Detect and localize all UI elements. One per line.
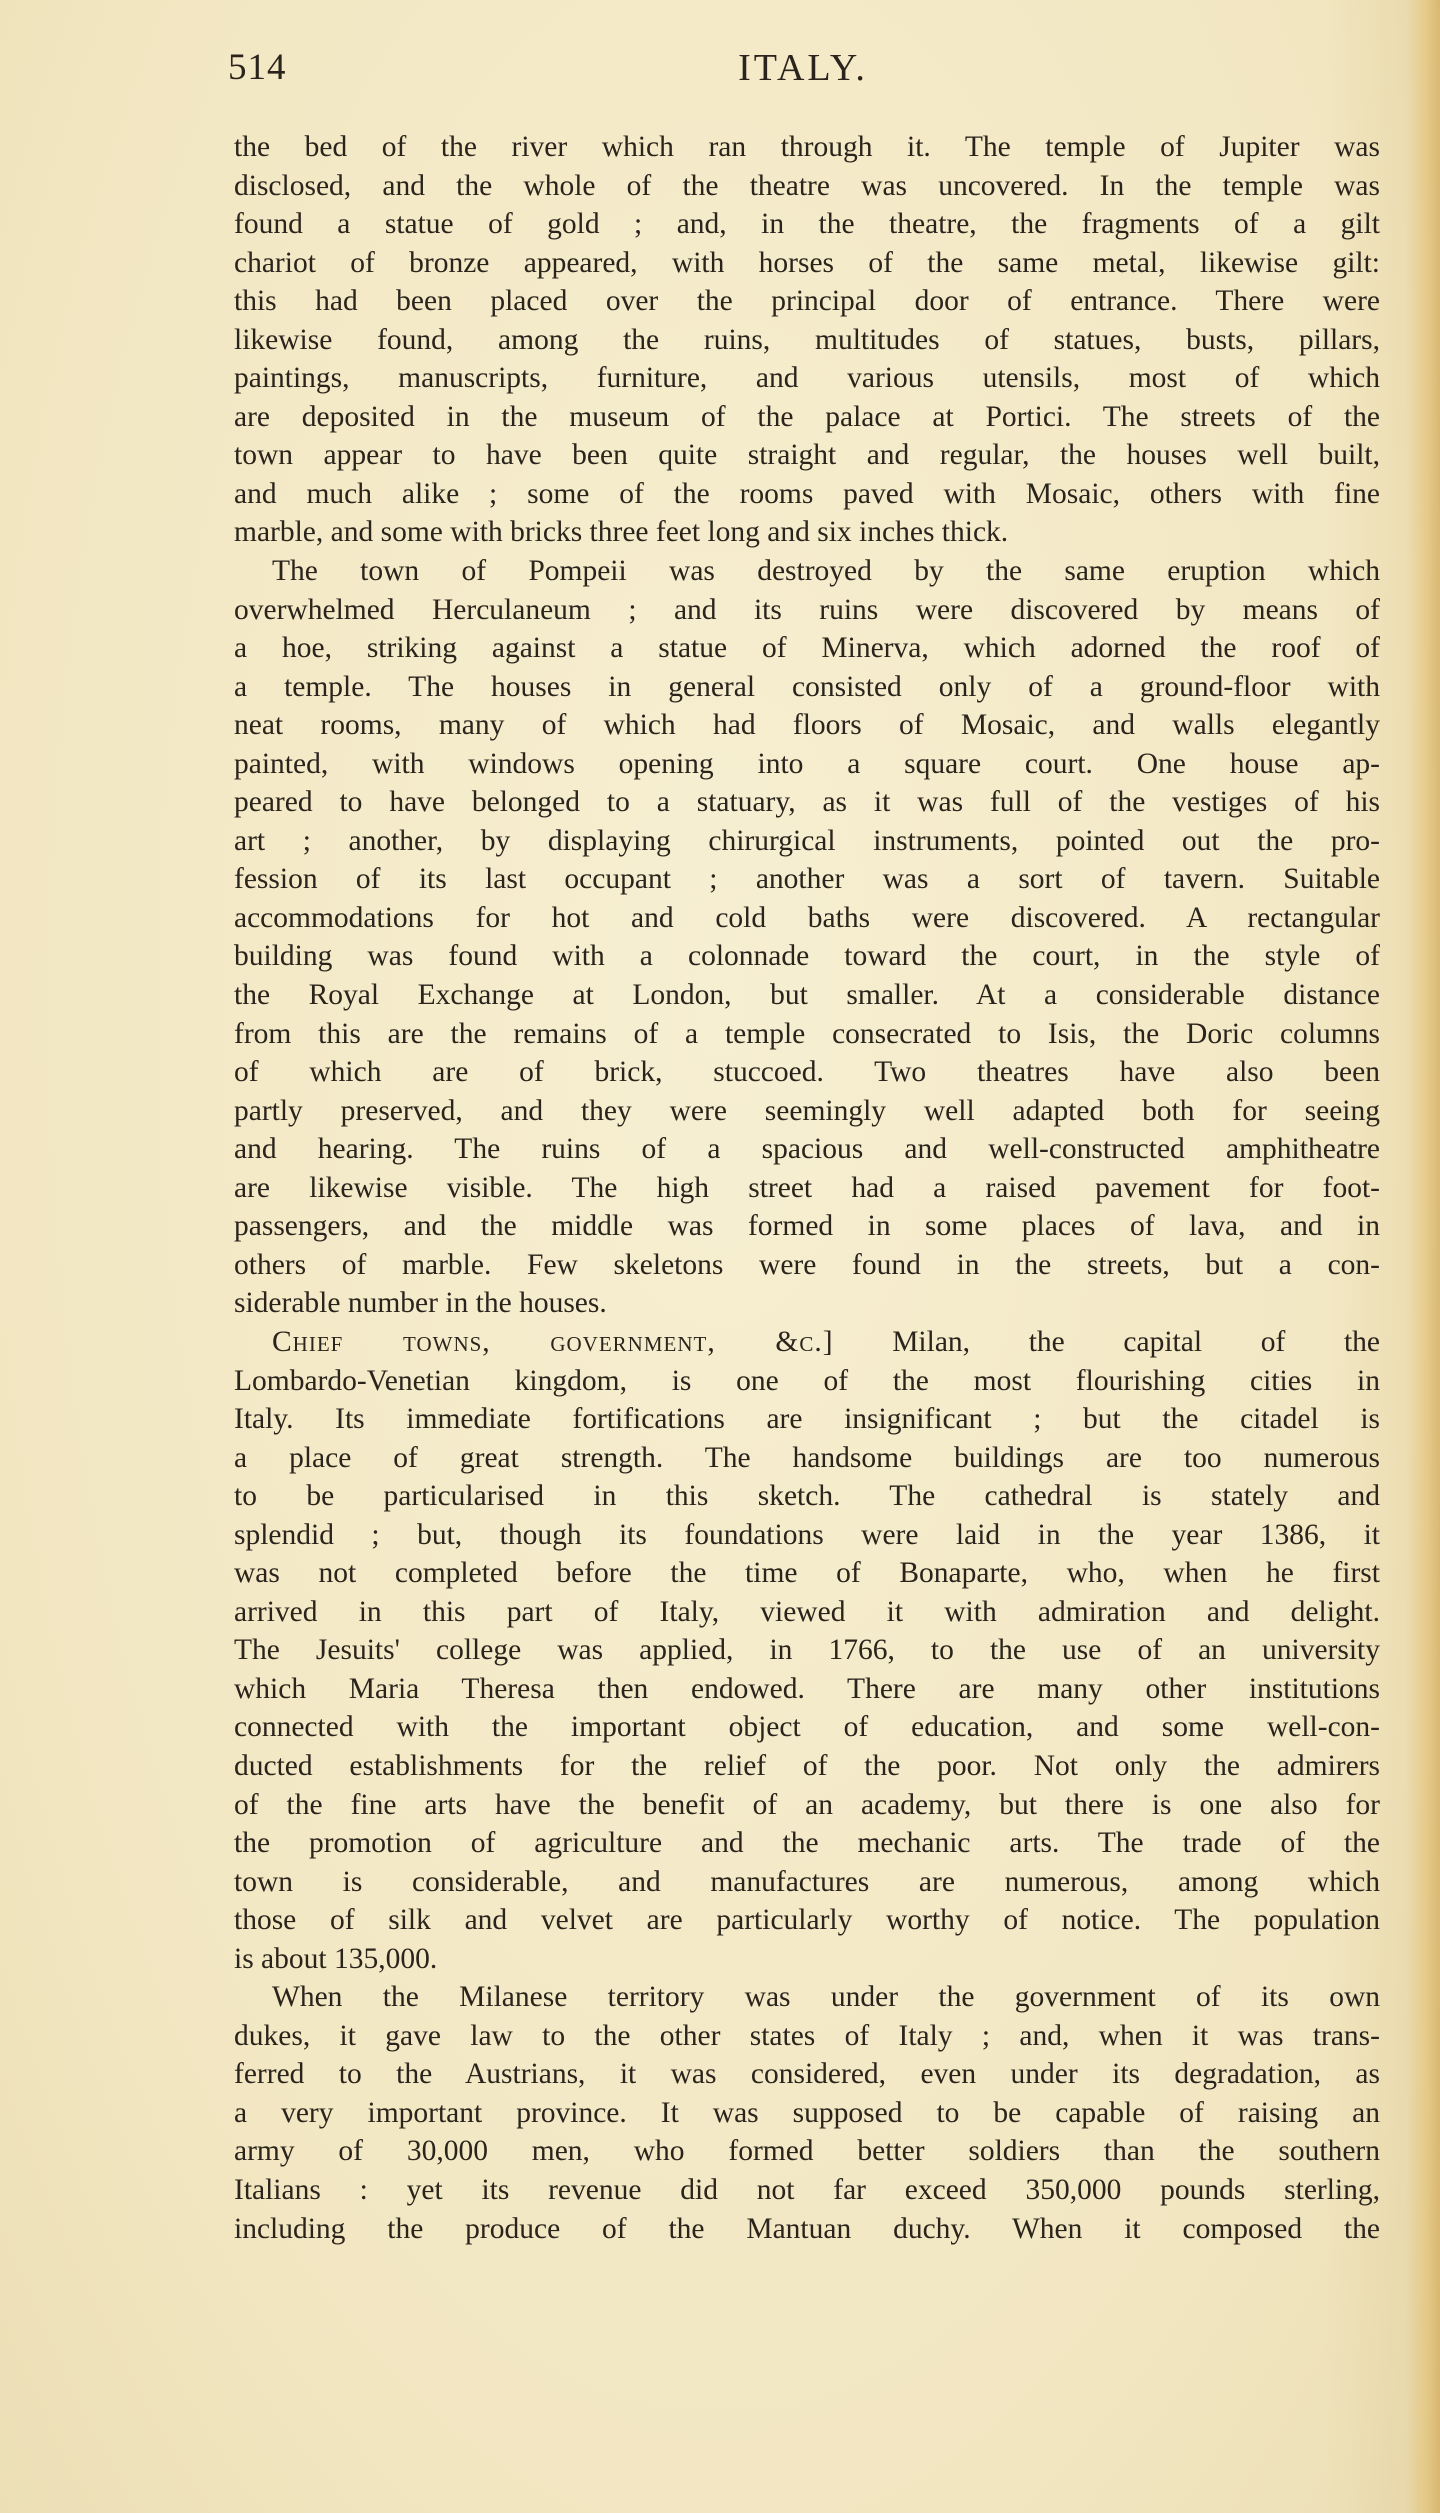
text-line xyxy=(234,706,1380,745)
line-text: The town of Pompeii was destroyed by the same eruption which xyxy=(272,555,1380,588)
text-line xyxy=(234,398,1380,437)
line-text: those of silk and velvet are particularly worthy of notice. The population xyxy=(234,1904,1380,1937)
running-head: ITALY. xyxy=(738,47,868,89)
text-line xyxy=(234,513,1380,552)
line-text: army of 30,000 men, who formed better soldiers than the southern xyxy=(234,2135,1380,2168)
line-text: others of marble. Few skeletons were found in the streets, but a con- xyxy=(234,1248,1380,1281)
line-text: the bed of the river which ran through it. The temple of Jupiter was xyxy=(234,131,1380,163)
line-text: siderable number in the houses. xyxy=(234,1287,607,1320)
text-line xyxy=(234,359,1380,398)
text-line xyxy=(234,976,1380,1015)
line-text: paintings, manuscripts, furniture, and various utensils, most of which xyxy=(234,362,1380,395)
text-line xyxy=(234,1053,1380,1092)
text-line xyxy=(234,1516,1380,1555)
text-line xyxy=(234,1169,1380,1208)
text-line xyxy=(234,1246,1380,1285)
line-text: peared to have belonged to a statuary, as it was full of the vestiges of his xyxy=(234,786,1380,819)
text-line xyxy=(234,321,1380,360)
line-text: Milan, the capital of the xyxy=(833,1325,1380,1358)
line-text: accommodations for hot and cold baths were discovered. A rectangular xyxy=(234,901,1380,934)
line-text: Italians : yet its revenue did not far exceed 350,000 pounds sterling, xyxy=(234,2173,1380,2206)
section-heading: Chief towns, government, &c.] xyxy=(272,1325,834,1358)
text-line xyxy=(234,1901,1380,1940)
text-line xyxy=(234,1130,1380,1169)
line-text: partly preserved, and they were seemingly well adapted both for seeing xyxy=(234,1094,1380,1127)
text-line xyxy=(234,2132,1380,2171)
line-text: to be particularised in this sketch. The cathedral is stately and xyxy=(234,1480,1380,1513)
line-text: a place of great strength. The handsome buildings are too numerous xyxy=(234,1441,1380,1474)
line-text: is about 135,000. xyxy=(234,1942,438,1975)
line-text: connected with the important object of education, and some well-con- xyxy=(234,1711,1380,1744)
text-line xyxy=(234,783,1380,822)
page-number: 514 xyxy=(228,47,287,88)
line-text: Italy. Its immediate fortifications are insignificant ; but the citadel is xyxy=(234,1403,1380,1436)
line-text: overwhelmed Herculaneum ; and its ruins were discovered by means of xyxy=(234,593,1380,626)
line-text: a very important province. It was supposed to be capable of raising an xyxy=(234,2096,1380,2129)
line-text: chariot of bronze appeared, with horses of the same metal, likewise gilt: xyxy=(234,246,1380,279)
page-header xyxy=(228,38,1378,98)
line-text: town is considerable, and manufactures are numerous, among which xyxy=(234,1865,1380,1898)
text-line xyxy=(234,822,1380,861)
text-line xyxy=(234,282,1380,321)
text-line xyxy=(234,1362,1380,1401)
line-text: a temple. The houses in general consisted only of a ground-floor with xyxy=(234,670,1380,703)
text-line xyxy=(234,167,1380,206)
line-text: and hearing. The ruins of a spacious and well-constructed amphitheatre xyxy=(234,1133,1380,1166)
line-text: town appear to have been quite straight and regular, the houses well built, xyxy=(234,439,1380,472)
line-text: arrived in this part of Italy, viewed it with admiration and delight. xyxy=(234,1595,1380,1628)
text-line xyxy=(234,1978,1380,2017)
text-line xyxy=(234,1092,1380,1131)
text-line xyxy=(234,1400,1380,1439)
text-line xyxy=(234,860,1380,899)
text-line xyxy=(234,2210,1380,2249)
text-line xyxy=(234,899,1380,938)
text-line xyxy=(234,937,1380,976)
body-text xyxy=(234,128,1380,2248)
line-text: fession of its last occupant ; another was a sort of tavern. Suitable xyxy=(234,863,1380,896)
line-text: When the Milanese territory was under the government of its own xyxy=(272,1981,1380,2014)
text-line xyxy=(234,205,1380,244)
text-line xyxy=(234,2017,1380,2056)
page-edge-shading xyxy=(1406,0,1440,2513)
text-line xyxy=(234,2094,1380,2133)
text-line xyxy=(234,1940,1380,1979)
line-text: found a statue of gold ; and, in the theatre, the fragments of a gilt xyxy=(234,208,1380,241)
text-line xyxy=(234,244,1380,283)
line-text: Lombardo-Venetian kingdom, is one of the most flourishing cities in xyxy=(234,1364,1380,1397)
text-line xyxy=(234,1670,1380,1709)
line-text: which Maria Theresa then endowed. There are many other institutions xyxy=(234,1672,1380,1705)
line-text: building was found with a colonnade toward the court, in the style of xyxy=(234,940,1380,973)
line-text: neat rooms, many of which had floors of Mosaic, and walls elegantly xyxy=(234,709,1380,742)
text-line xyxy=(234,128,1380,167)
text-line xyxy=(234,745,1380,784)
line-text: art ; another, by displaying chirurgical instruments, pointed out the pro- xyxy=(234,824,1380,857)
line-text: disclosed, and the whole of the theatre was uncovered. In the temple was xyxy=(234,169,1380,202)
line-text: the promotion of agriculture and the mechanic arts. The trade of the xyxy=(234,1827,1380,1860)
text-line xyxy=(234,629,1380,668)
text-line xyxy=(234,2171,1380,2210)
text-line xyxy=(234,1554,1380,1593)
line-text: passengers, and the middle was formed in some places of lava, and in xyxy=(234,1210,1380,1243)
text-line xyxy=(234,552,1380,591)
text-line xyxy=(234,591,1380,630)
line-text: this had been placed over the principal door of entrance. There were xyxy=(234,285,1380,318)
text-line xyxy=(234,1824,1380,1863)
line-text: was not completed before the time of Bonaparte, who, when he first xyxy=(234,1557,1380,1590)
text-line xyxy=(234,1786,1380,1825)
line-text: painted, with windows opening into a square court. One house ap- xyxy=(234,747,1380,780)
text-line xyxy=(234,475,1380,514)
text-line xyxy=(234,436,1380,475)
line-text: splendid ; but, though its foundations were laid in the year 1386, it xyxy=(234,1518,1380,1551)
line-text: including the produce of the Mantuan duchy. When it composed the xyxy=(234,2212,1380,2245)
line-text: ferred to the Austrians, it was considered, even under its degradation, as xyxy=(234,2058,1380,2091)
line-text: the Royal Exchange at London, but smaller. At a considerable distance xyxy=(234,979,1380,1012)
line-text: likewise found, among the ruins, multitudes of statues, busts, pillars, xyxy=(234,323,1380,356)
text-line xyxy=(234,668,1380,707)
text-line xyxy=(234,1708,1380,1747)
text-line xyxy=(234,1477,1380,1516)
line-text: dukes, it gave law to the other states of Italy ; and, when it was trans- xyxy=(234,2019,1380,2052)
line-text: of which are of brick, stuccoed. Two theatres have also been xyxy=(234,1056,1380,1089)
text-line xyxy=(234,1015,1380,1054)
line-text: of the fine arts have the benefit of an academy, but there is one also for xyxy=(234,1788,1380,1821)
line-text: marble, and some with bricks three feet long and six inches thick. xyxy=(234,516,1009,549)
text-line xyxy=(234,1207,1380,1246)
text-line xyxy=(234,1747,1380,1786)
line-text: a hoe, striking against a statue of Minerva, which adorned the roof of xyxy=(234,632,1380,665)
line-text: are deposited in the museum of the palace at Portici. The streets of the xyxy=(234,400,1380,433)
line-text: and much alike ; some of the rooms paved with Mosaic, others with fine xyxy=(234,477,1380,510)
text-line xyxy=(234,2055,1380,2094)
line-text: The Jesuits' college was applied, in 1766, to the use of an university xyxy=(234,1634,1380,1667)
text-line xyxy=(234,1631,1380,1670)
text-line xyxy=(234,1593,1380,1632)
text-line xyxy=(234,1863,1380,1902)
line-text: from this are the remains of a temple consecrated to Isis, the Doric columns xyxy=(234,1017,1380,1050)
text-line xyxy=(234,1323,1380,1362)
line-text: ducted establishments for the relief of the poor. Not only the admirers xyxy=(234,1749,1380,1782)
line-text: are likewise visible. The high street had a raised pavement for foot- xyxy=(234,1171,1380,1204)
text-line xyxy=(234,1439,1380,1478)
text-line xyxy=(234,1284,1380,1323)
